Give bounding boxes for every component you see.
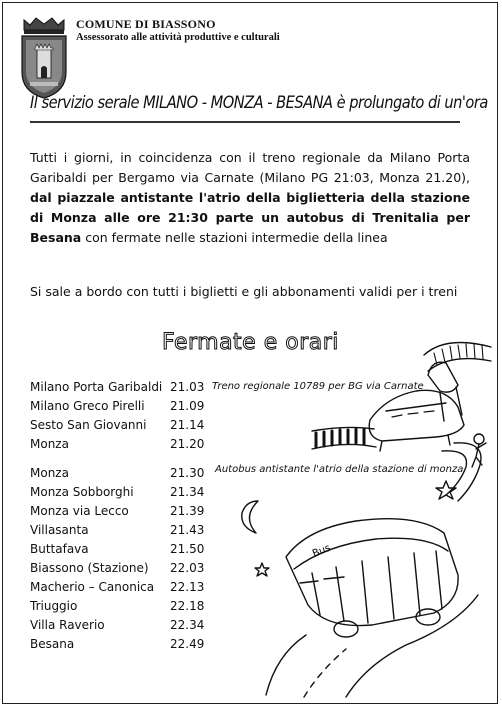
stop-time: 22.49: [170, 637, 205, 651]
stop-name: Milano Greco Pirelli: [30, 399, 145, 413]
list-item: [30, 618, 270, 637]
coat-of-arms-logo: [18, 16, 70, 100]
list-item: [30, 637, 270, 656]
stop-time: 22.13: [170, 580, 205, 594]
stop-name: Besana: [30, 637, 75, 651]
stop-time: 21.09: [170, 399, 205, 413]
stop-time: 21.43: [170, 523, 205, 537]
list-item: [30, 380, 270, 399]
list-item: [30, 399, 270, 418]
list-item: [30, 523, 270, 542]
section-title: Fermate e orari: [162, 330, 339, 355]
stop-time: 22.03: [170, 561, 205, 575]
intro-text-part2: con fermate nelle stazioni intermedie della linea: [81, 230, 388, 245]
stop-time: 21.39: [170, 504, 205, 518]
stop-name: Villasanta: [30, 523, 89, 537]
list-item: [30, 485, 270, 504]
list-item: [30, 561, 270, 580]
list-item: [30, 437, 270, 456]
stop-name: Triuggio: [30, 599, 78, 613]
train-stops-list: [30, 380, 270, 456]
stop-time: 21.20: [170, 437, 205, 451]
stop-time: 22.34: [170, 618, 205, 632]
stop-name: Monza: [30, 437, 69, 451]
stop-name: Monza via Lecco: [30, 504, 129, 518]
intro-text-part1: Tutti i giorni, in coincidenza con il treno regionale da Milano Porta Garibaldi per Bergamo via Carnate (Milano PG 21:03, Monza 21.20),: [30, 150, 470, 185]
stop-name: Macherio – Canonica: [30, 580, 155, 594]
stop-time: 21.03: [170, 380, 205, 394]
headline: Il servizio serale MILANO - MONZA - BESANA è prolungato di un'ora: [30, 93, 488, 113]
list-item: [30, 504, 270, 523]
intro-paragraph: [30, 148, 470, 248]
bus-label: Bus: [311, 542, 333, 560]
list-item: [30, 580, 270, 599]
header-title: COMUNE DI BIASSONO: [76, 17, 216, 31]
intro-text-bold: dal piazzale antistante l'atrio della biglietteria della stazione di Monza alle ore 21:30 parte un autobus di Trenitalia per Besana: [30, 190, 470, 245]
list-item: [30, 466, 270, 485]
stop-name: Monza Sobborghi: [30, 485, 134, 499]
stop-time: 21.34: [170, 485, 205, 499]
stop-name: Buttafava: [30, 542, 89, 556]
bus-note: Autobus antistante l'atrio della stazione di monza: [215, 464, 464, 475]
stop-time: 21.50: [170, 542, 205, 556]
stop-time: 22.18: [170, 599, 205, 613]
train-note: Treno regionale 10789 per BG via Carnate: [212, 381, 424, 392]
bus-stops-list: [30, 466, 270, 656]
stop-time: 21.30: [170, 466, 205, 480]
list-item: [30, 542, 270, 561]
stop-name: Sesto San Giovanni: [30, 418, 147, 432]
list-item: [30, 418, 270, 437]
stop-name: Villa Raverio: [30, 618, 105, 632]
stop-name: Milano Porta Garibaldi: [30, 380, 163, 394]
list-item: [30, 599, 270, 618]
headline-underline: [30, 121, 460, 123]
header-subtitle: Assessorato alle attività produttive e culturali: [76, 32, 280, 43]
stop-name: Biassono (Stazione): [30, 561, 149, 575]
stop-time: 21.14: [170, 418, 205, 432]
stop-name: Monza: [30, 466, 69, 480]
ticket-paragraph: Si sale a bordo con tutti i biglietti e gli abbonamenti validi per i treni: [30, 284, 458, 299]
